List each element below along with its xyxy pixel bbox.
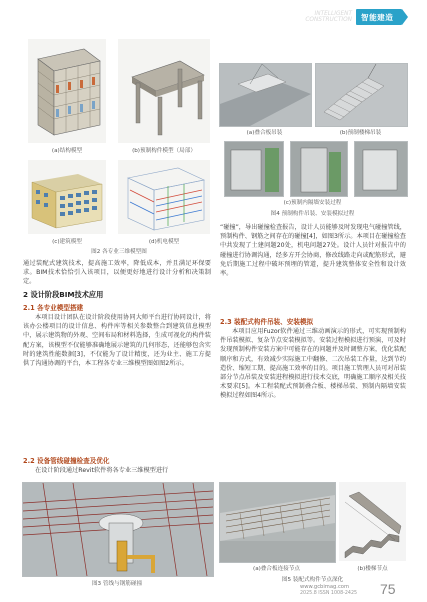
- badge-arrow-icon: [402, 9, 408, 25]
- fig2-caption-a: (a)结构模型: [51, 148, 83, 154]
- footer-url[interactable]: www.gcbimag.com: [300, 584, 350, 590]
- prefab-component-image: [118, 39, 210, 143]
- fig2-caption-b: (b)预制构件模型（局部）: [132, 148, 196, 154]
- section-2-3-body: 本项目应用Fuzor软件通过三维动画演示的形式，可实现预制构件吊装模拟、复杂节点安装模拟等。安装过程模拟进行预演，可及时发现预制构件安装方案中可能存在的问题并及时调整方案，优化装配顺序和方式，有效减少实际施工中翻修、二次吊装工作量，达到节约造价、缩短工期、提高施工效率的目的。项目施工管理人员可对吊装部分节点吊装及安装进程模拟进行技术交底，明确施工顺序及相关技术要求[5]。本工程装配式预制叠合板、楼梯吊装、预制内隔墙安装模拟过程如图4所示。: [220, 328, 406, 400]
- mep-model-image: [118, 160, 210, 234]
- partition-wall-frame-3: [354, 141, 408, 197]
- partition-wall-frame-2: [290, 141, 348, 197]
- section-badge: [356, 9, 402, 25]
- section-2-1-body: 本项目设计团队在设计阶段使用协同大师平台进行协同设计，将该办公楼项目的设计信息、构件库等相关参数整合到建筑信息模型中，展示建筑物的外观、空间布局和材料选择，生成可视化的构件装配方案，该模型不仅能够准确地展示建筑的几何形态，还能够包含实时的建筑性能数据[3]，不仅能为了设计精度，还为业主、施工方提供了沟通协调的平台，本工程各专业三维模型图如图2所示。: [23, 314, 211, 368]
- fig2-title: 图2 各专业三维模型图: [91, 249, 147, 255]
- fig4-title: 图4 预制构件吊装、安装模拟过程: [270, 211, 355, 217]
- footer-issue: 2025.8 ISSN 1008-2425: [300, 591, 358, 596]
- stair-hoisting-image: [315, 63, 408, 127]
- fig2-caption-d: (d)机电模型: [148, 239, 180, 245]
- structure-model-image: [28, 39, 106, 143]
- section-2-2-heading: 2.2 设备管线碰撞检查及优化: [23, 457, 110, 465]
- fig5-title: 图5 装配式构件节点深化: [281, 577, 344, 583]
- fig4-caption-b: (b)预制楼梯吊装: [339, 130, 382, 136]
- section-2-1-heading: 2.1 各专业模型搭建: [23, 304, 84, 312]
- section-2-3-heading: 2.3 装配式构件吊装、安装模拟: [220, 318, 314, 326]
- section-2-2-body: 在设计阶段通过Revit软件将各专业三维模型进行: [35, 467, 169, 474]
- stair-joint-image: [339, 482, 406, 561]
- intro-paragraph: 通过装配式建筑技术，提高施工效率，降低成本，并且满足环保要求。BIM技术恰恰引入该项目，以便更好地进行设计分析和决策制定。: [23, 260, 211, 286]
- partition-wall-frame-1: [224, 141, 284, 197]
- header-english-line2: CONSTRUCTION: [305, 17, 352, 24]
- fig4-caption-c: (c)预制内隔墙安装过程: [283, 200, 342, 206]
- fig2-caption-c: (c)建筑模型: [52, 239, 82, 245]
- building-model-image: [28, 160, 106, 234]
- section-badge-label: 智能建造: [361, 13, 394, 22]
- composite-slab-hoisting-image: [219, 63, 312, 127]
- header-english-tag: [290, 11, 352, 24]
- fig5-caption-a: (a)叠合板连接节点: [253, 566, 300, 572]
- page-number: 75: [380, 581, 396, 597]
- clash-detection-paragraph: “碰撞”，导出碰撞检查报告，设计人员能够及时发现电气碰撞管线，预制构件、钢筋之间存在的碰撞[4]，如图3所示。本项目在碰撞检查中共发现了土建问题20处，机电问题27处。设计人员针对报告中的碰撞进行协调沟通，经多方开会协商，修改线路走向或配筋形式，避免后期施工过程中破坏预埋的管道，提升建筑整体安全性和设计效率。: [220, 224, 406, 278]
- pipe-rebar-clash-image: [22, 482, 214, 577]
- fig5-caption-b: (b)楼梯节点: [357, 566, 388, 572]
- section-2-heading: 2 设计阶段BIM技术应用: [23, 290, 104, 299]
- fig3-title: 图3 管线与钢筋碰撞: [91, 581, 143, 587]
- fig4-caption-a: (a)叠合板吊装: [246, 130, 283, 136]
- header-english-line1: INTELLIGENT: [314, 11, 352, 17]
- slab-joint-image: [219, 482, 336, 563]
